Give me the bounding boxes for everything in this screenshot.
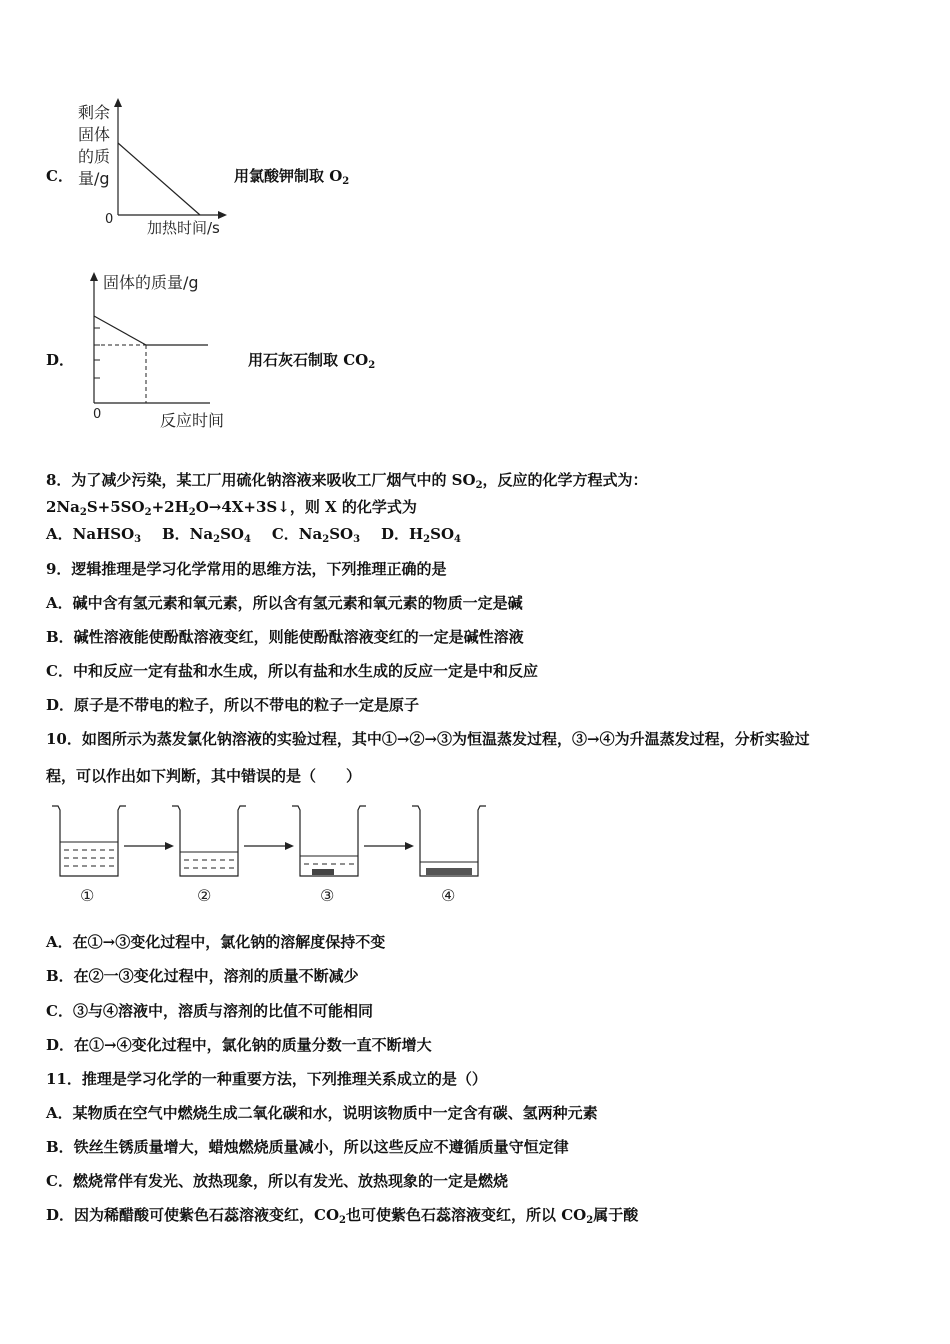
evaporation-diagram <box>40 798 500 910</box>
q11-option-b: B．铁丝生锈质量增大，蜡烛燃烧质量减小，所以这些反应不遵循质量守恒定律 <box>46 1138 569 1156</box>
q9-option-d: D．原子是不带电的粒子，所以不带电的粒子一定是原子 <box>46 696 420 714</box>
q10-option-a: A．在①→③变化过程中，氯化钠的溶解度保持不变 <box>46 933 386 951</box>
graph-c-y-arrow <box>114 98 122 107</box>
beaker-1 <box>52 806 126 876</box>
graph-c-y-label-line: 量/g <box>78 169 110 188</box>
beaker-label-3: ③ <box>320 886 335 905</box>
graph-d-decline-line <box>94 316 146 345</box>
beaker-4 <box>412 806 486 876</box>
q11-option-d: D．因为稀醋酸可使紫色石蕊溶液变红，$CO_2$也可使紫色石蕊溶液变红，所以 $CO_2$属于酸 <box>46 1206 639 1226</box>
arrow-2-3 <box>244 842 294 850</box>
graph-d-y-arrow <box>90 272 98 281</box>
q11-stem: 11．推理是学习化学的一种重要方法，下列推理关系成立的是（） <box>46 1070 487 1088</box>
q10-stem-line2: 程，可以作出如下判断，其中错误的是（ ） <box>46 767 362 785</box>
beaker-label-2: ② <box>197 886 212 905</box>
graph-c-option-letter: C． <box>46 167 73 185</box>
graph-d-option-letter: D． <box>46 351 75 369</box>
graph-c-y-label-line: 固体 <box>78 125 111 144</box>
graph-c-origin: 0 <box>105 212 114 227</box>
graph-d-caption: 用石灰石制取 $CO_2$ <box>248 351 376 371</box>
arrow-3-4 <box>364 842 414 850</box>
q8-stem: 8．为了减少污染，某工厂用硫化钠溶液来吸收工厂烟气中的 $SO_2$，反应的化学方程式为： <box>46 471 648 491</box>
graph-c-y-label-line: 的质 <box>78 147 111 166</box>
q10-option-d: D．在①→④变化过程中，氯化钠的质量分数一直不断增大 <box>46 1036 432 1054</box>
q8-option-a: A．NaHSO$_3$ <box>46 525 142 545</box>
beaker-3 <box>292 806 366 876</box>
q8-equation: $2Na_2S+5SO_2+2H_2O\to 4X+3S↓$，则 X 的化学式为 <box>46 498 417 518</box>
graph-c-decline-line <box>118 143 200 215</box>
q11-option-a: A．某物质在空气中燃烧生成二氧化碳和水，说明该物质中一定含有碳、氢两种元素 <box>46 1104 598 1122</box>
q8-option-b: B．$Na_2SO_4$ <box>162 525 251 545</box>
graph-c-y-label-line: 剩余 <box>78 103 111 122</box>
graph-c-y-label <box>78 102 110 190</box>
graph-d-x-label: 反应时间 <box>160 411 225 430</box>
beaker-label-1: ① <box>80 886 95 905</box>
q11-option-c: C．燃烧常伴有发光、放热现象，所以有发光、放热现象的一定是燃烧 <box>46 1172 508 1190</box>
q8-option-c: C．$Na_2SO_3$ <box>271 525 361 545</box>
graph-c-x-label: 加热时间/s <box>147 219 220 237</box>
q10-stem-line1: 10．如图所示为蒸发氯化钠溶液的实验过程，其中①→②→③为恒温蒸发过程，③→④为升温蒸发过程，分析实验过 <box>46 730 810 748</box>
graph-c-caption: 用氯酸钾制取 $O_2$ <box>234 167 350 187</box>
graph-d-origin: 0 <box>93 407 102 422</box>
q9-stem: 9．逻辑推理是学习化学常用的思维方法，下列推理正确的是 <box>46 560 447 578</box>
q9-option-a: A．碱中含有氢元素和氧元素，所以含有氢元素和氧元素的物质一定是碱 <box>46 594 523 612</box>
q8-option-d: D．$H_2SO_4$ <box>380 525 461 545</box>
q9-option-c: C．中和反应一定有盐和水生成，所以有盐和水生成的反应一定是中和反应 <box>46 662 538 680</box>
q10-option-c: C．③与④溶液中，溶质与溶剂的比值不可能相同 <box>46 1002 373 1020</box>
beaker-label-4: ④ <box>441 886 456 905</box>
q9-option-b: B．碱性溶液能使酚酞溶液变红，则能使酚酞溶液变红的一定是碱性溶液 <box>46 628 524 646</box>
graph-d-y-label: 固体的质量/g <box>103 273 199 292</box>
beaker-2 <box>172 806 246 876</box>
q10-option-b: B．在②一③变化过程中，溶剂的质量不断减少 <box>46 967 359 985</box>
arrow-1-2 <box>124 842 174 850</box>
q8-options <box>46 524 461 544</box>
